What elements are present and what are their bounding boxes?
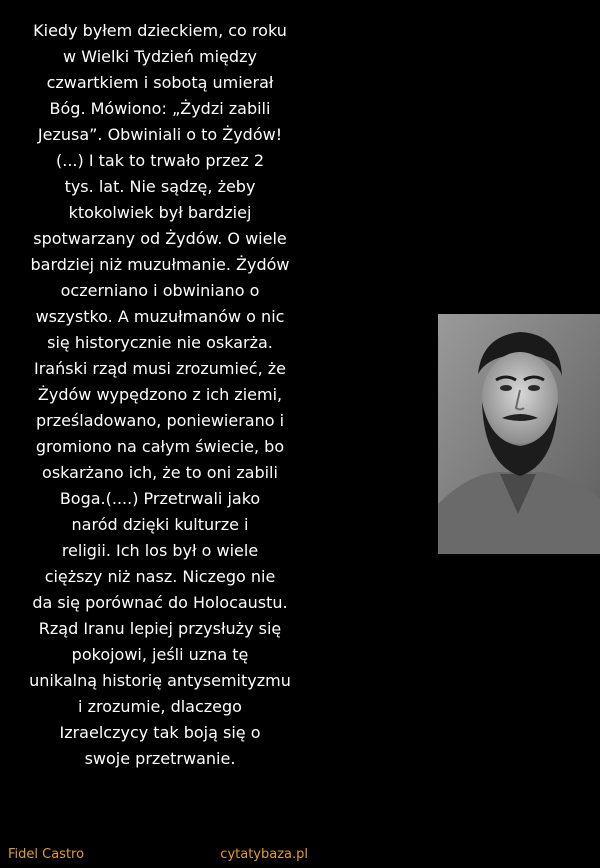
quote-line: Boga.(....) Przetrwali jako xyxy=(59,489,261,508)
quote-line: oczerniano i obwiniano o xyxy=(60,281,260,300)
quote-line: spotwarzany od Żydów. O wiele xyxy=(33,229,287,248)
quote-line: naród dzięki kulturze i xyxy=(71,515,249,534)
quote-line: swoje przetrwanie. xyxy=(84,749,236,768)
quote-line: (...) I tak to trwało przez 2 xyxy=(55,151,264,170)
quote-line: gromiono na całym świecie, bo xyxy=(35,437,285,456)
author-portrait xyxy=(438,314,600,554)
quote-line: prześladowano, poniewierano i xyxy=(35,411,285,430)
quote-line: czwartkiem i sobotą umierał xyxy=(46,73,274,92)
quote-line: cięższy niż nasz. Niczego nie xyxy=(44,567,276,586)
quote-line: Kiedy byłem dzieckiem, co roku xyxy=(33,21,287,40)
author-name: Fidel Castro xyxy=(8,847,85,862)
site-name-link[interactable]: cytatybaza.pl xyxy=(220,847,308,862)
quote-line: pokojowi, jeśli uzna tę xyxy=(71,645,249,664)
quote-line: da się porównać do Holocaustu. xyxy=(32,593,288,612)
quote-text xyxy=(10,18,310,772)
quote-line: w Wielki Tydzień między xyxy=(63,47,257,66)
quote-line: i zrozumie, dlaczego xyxy=(78,697,242,716)
quote-line: unikalną historię antysemityzmu xyxy=(29,671,291,690)
quote-line: się historycznie nie oskarża. xyxy=(47,333,273,352)
quote-line: Irański rząd musi zrozumieć, że xyxy=(33,359,287,378)
quote-line: tys. lat. Nie sądzę, żeby xyxy=(64,177,256,196)
quote-line: Bóg. Mówiono: „Żydzi zabili xyxy=(49,99,271,118)
quote-line: Żydów wypędzono z ich ziemi, xyxy=(37,385,283,404)
quote-line: ktokolwiek był bardziej xyxy=(68,203,252,222)
quote-line: Izraelczycy tak boją się o xyxy=(59,723,261,742)
quote-line: wszystko. A muzułmanów o nic xyxy=(35,307,285,326)
quote-line: bardziej niż muzułmanie. Żydów xyxy=(30,255,290,274)
quote-line: Jezusa”. Obwiniali o to Żydów! xyxy=(37,125,283,144)
portrait-photo-icon xyxy=(438,314,600,554)
quote-line: oskarżano ich, że to oni zabili xyxy=(42,463,278,482)
quote-line: religii. Ich los był o wiele xyxy=(61,541,259,560)
quote-line: Rząd Iranu lepiej przysłuży się xyxy=(38,619,282,638)
